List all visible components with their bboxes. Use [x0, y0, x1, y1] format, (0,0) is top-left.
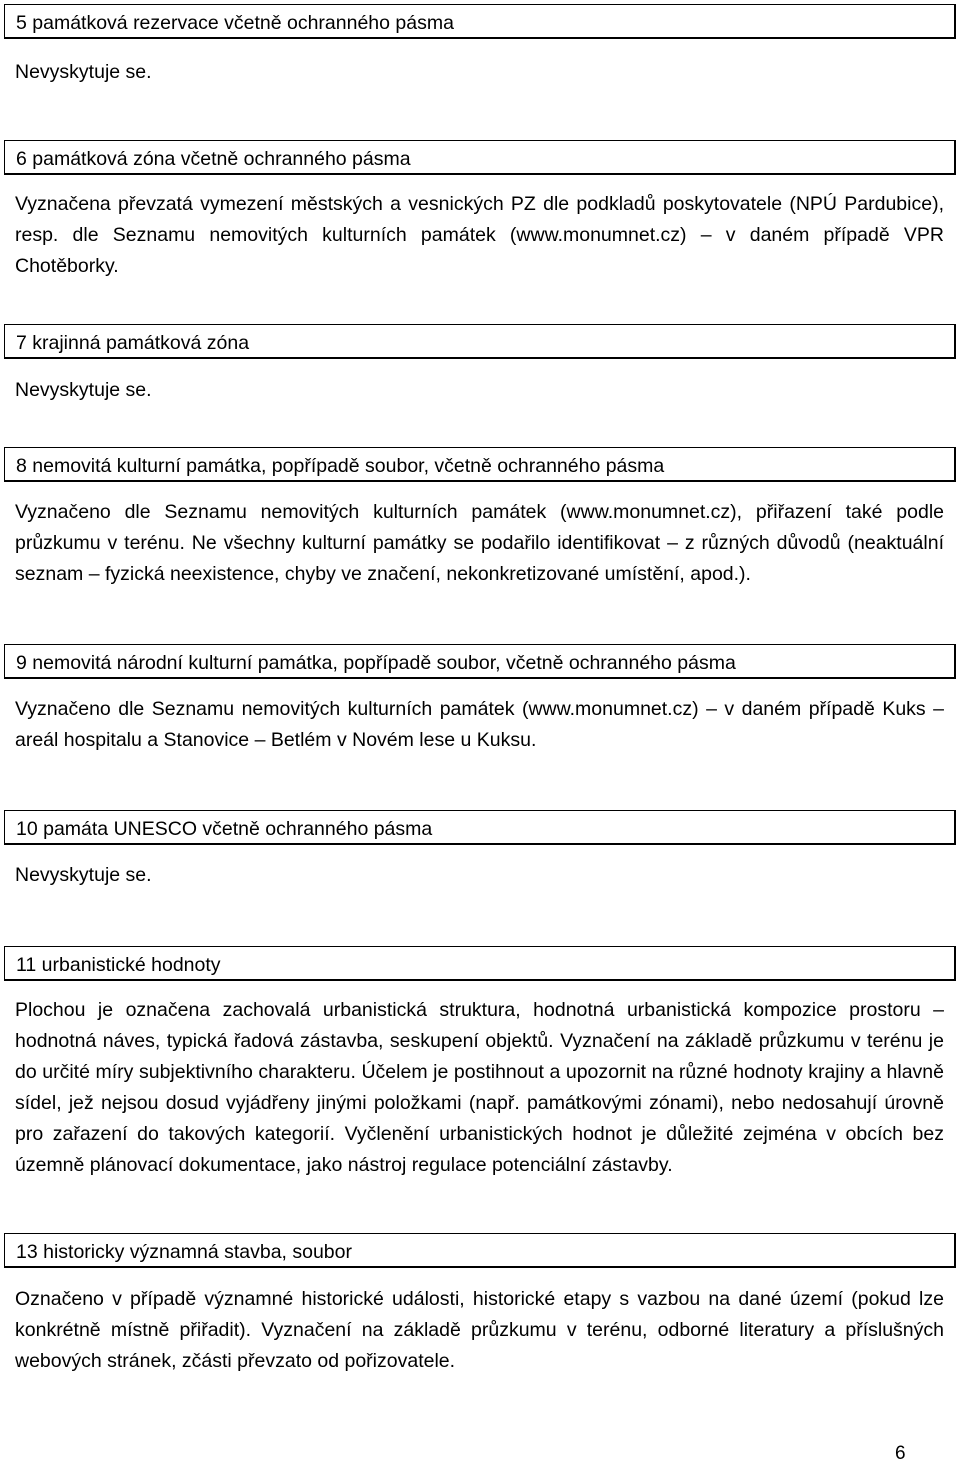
section-7-body: Nevyskytuje se.	[15, 379, 152, 401]
section-13-heading: 13 historicky významná stavba, soubor	[4, 1233, 956, 1268]
section-5-heading: 5 památková rezervace včetně ochranného pásma	[4, 4, 956, 39]
section-9-body: Vyznačeno dle Seznamu nemovitých kulturních památek (www.monumnet.cz) – v daném případě Kuks – areál hospitalu a Stanovice – Betlém v Novém lese u Kuksu.	[15, 698, 944, 751]
section-11-body: Plochou je označena zachovalá urbanistická struktura, hodnotná urbanistická kompozice prostoru – hodnotná náves, typická řadová zástavba, seskupení objektů. Vyznačení na základě průzkumu v terénu je do určité míry subjektivního charakteru. Účelem je postihnout a upozornit na různé hodnoty krajiny a hlavně sídel, jež nejsou dosud vyjádřeny jinými položkami (např. památkovými zónami), nebo nedosahují úrovně pro zařazení do takových kategorií. Vyčlenění urbanistických hodnot je důležité zejména v obcích bez územně plánovací dokumentace, jako nástroj regulace potenciální zástavby.	[15, 999, 944, 1176]
section-10-heading: 10 památa UNESCO včetně ochranného pásma	[4, 810, 956, 845]
section-8-body: Vyznačeno dle Seznamu nemovitých kulturních památek (www.monumnet.cz), přiřazení také podle průzkumu v terénu. Ne všechny kulturní památky se podařilo identifikovat – z různých důvodů (neaktuální seznam – fyzická neexistence, chyby ve značení, nekonkretizované umístění, apod.).	[15, 501, 944, 585]
section-6-heading: 6 památková zóna včetně ochranného pásma	[4, 140, 956, 175]
section-13-body: Označeno v případě významné historické události, historické etapy s vazbou na dané území (pokud lze konkrétně místně přiřadit). Vyznačení na základě průzkumu v terénu, odborné literatury a příslušných webových stránek, zčásti převzato od pořizovatele.	[15, 1288, 944, 1372]
section-11-heading: 11 urbanistické hodnoty	[4, 946, 956, 981]
section-10-body: Nevyskytuje se.	[15, 864, 152, 886]
page-number: 6	[895, 1443, 906, 1464]
section-8-heading: 8 nemovitá kulturní památka, popřípadě soubor, včetně ochranného pásma	[4, 447, 956, 482]
section-6-body: Vyznačena převzatá vymezení městských a vesnických PZ dle podkladů poskytovatele (NPÚ Pardubice), resp. dle Seznamu nemovitých kulturních památek (www.monumnet.cz) – v daném případě VPR Chotěborky.	[15, 193, 944, 277]
section-5-body: Nevyskytuje se.	[15, 61, 152, 83]
section-9-heading: 9 nemovitá národní kulturní památka, popřípadě soubor, včetně ochranného pásma	[4, 644, 956, 679]
section-7-heading: 7 krajinná památková zóna	[4, 324, 956, 359]
